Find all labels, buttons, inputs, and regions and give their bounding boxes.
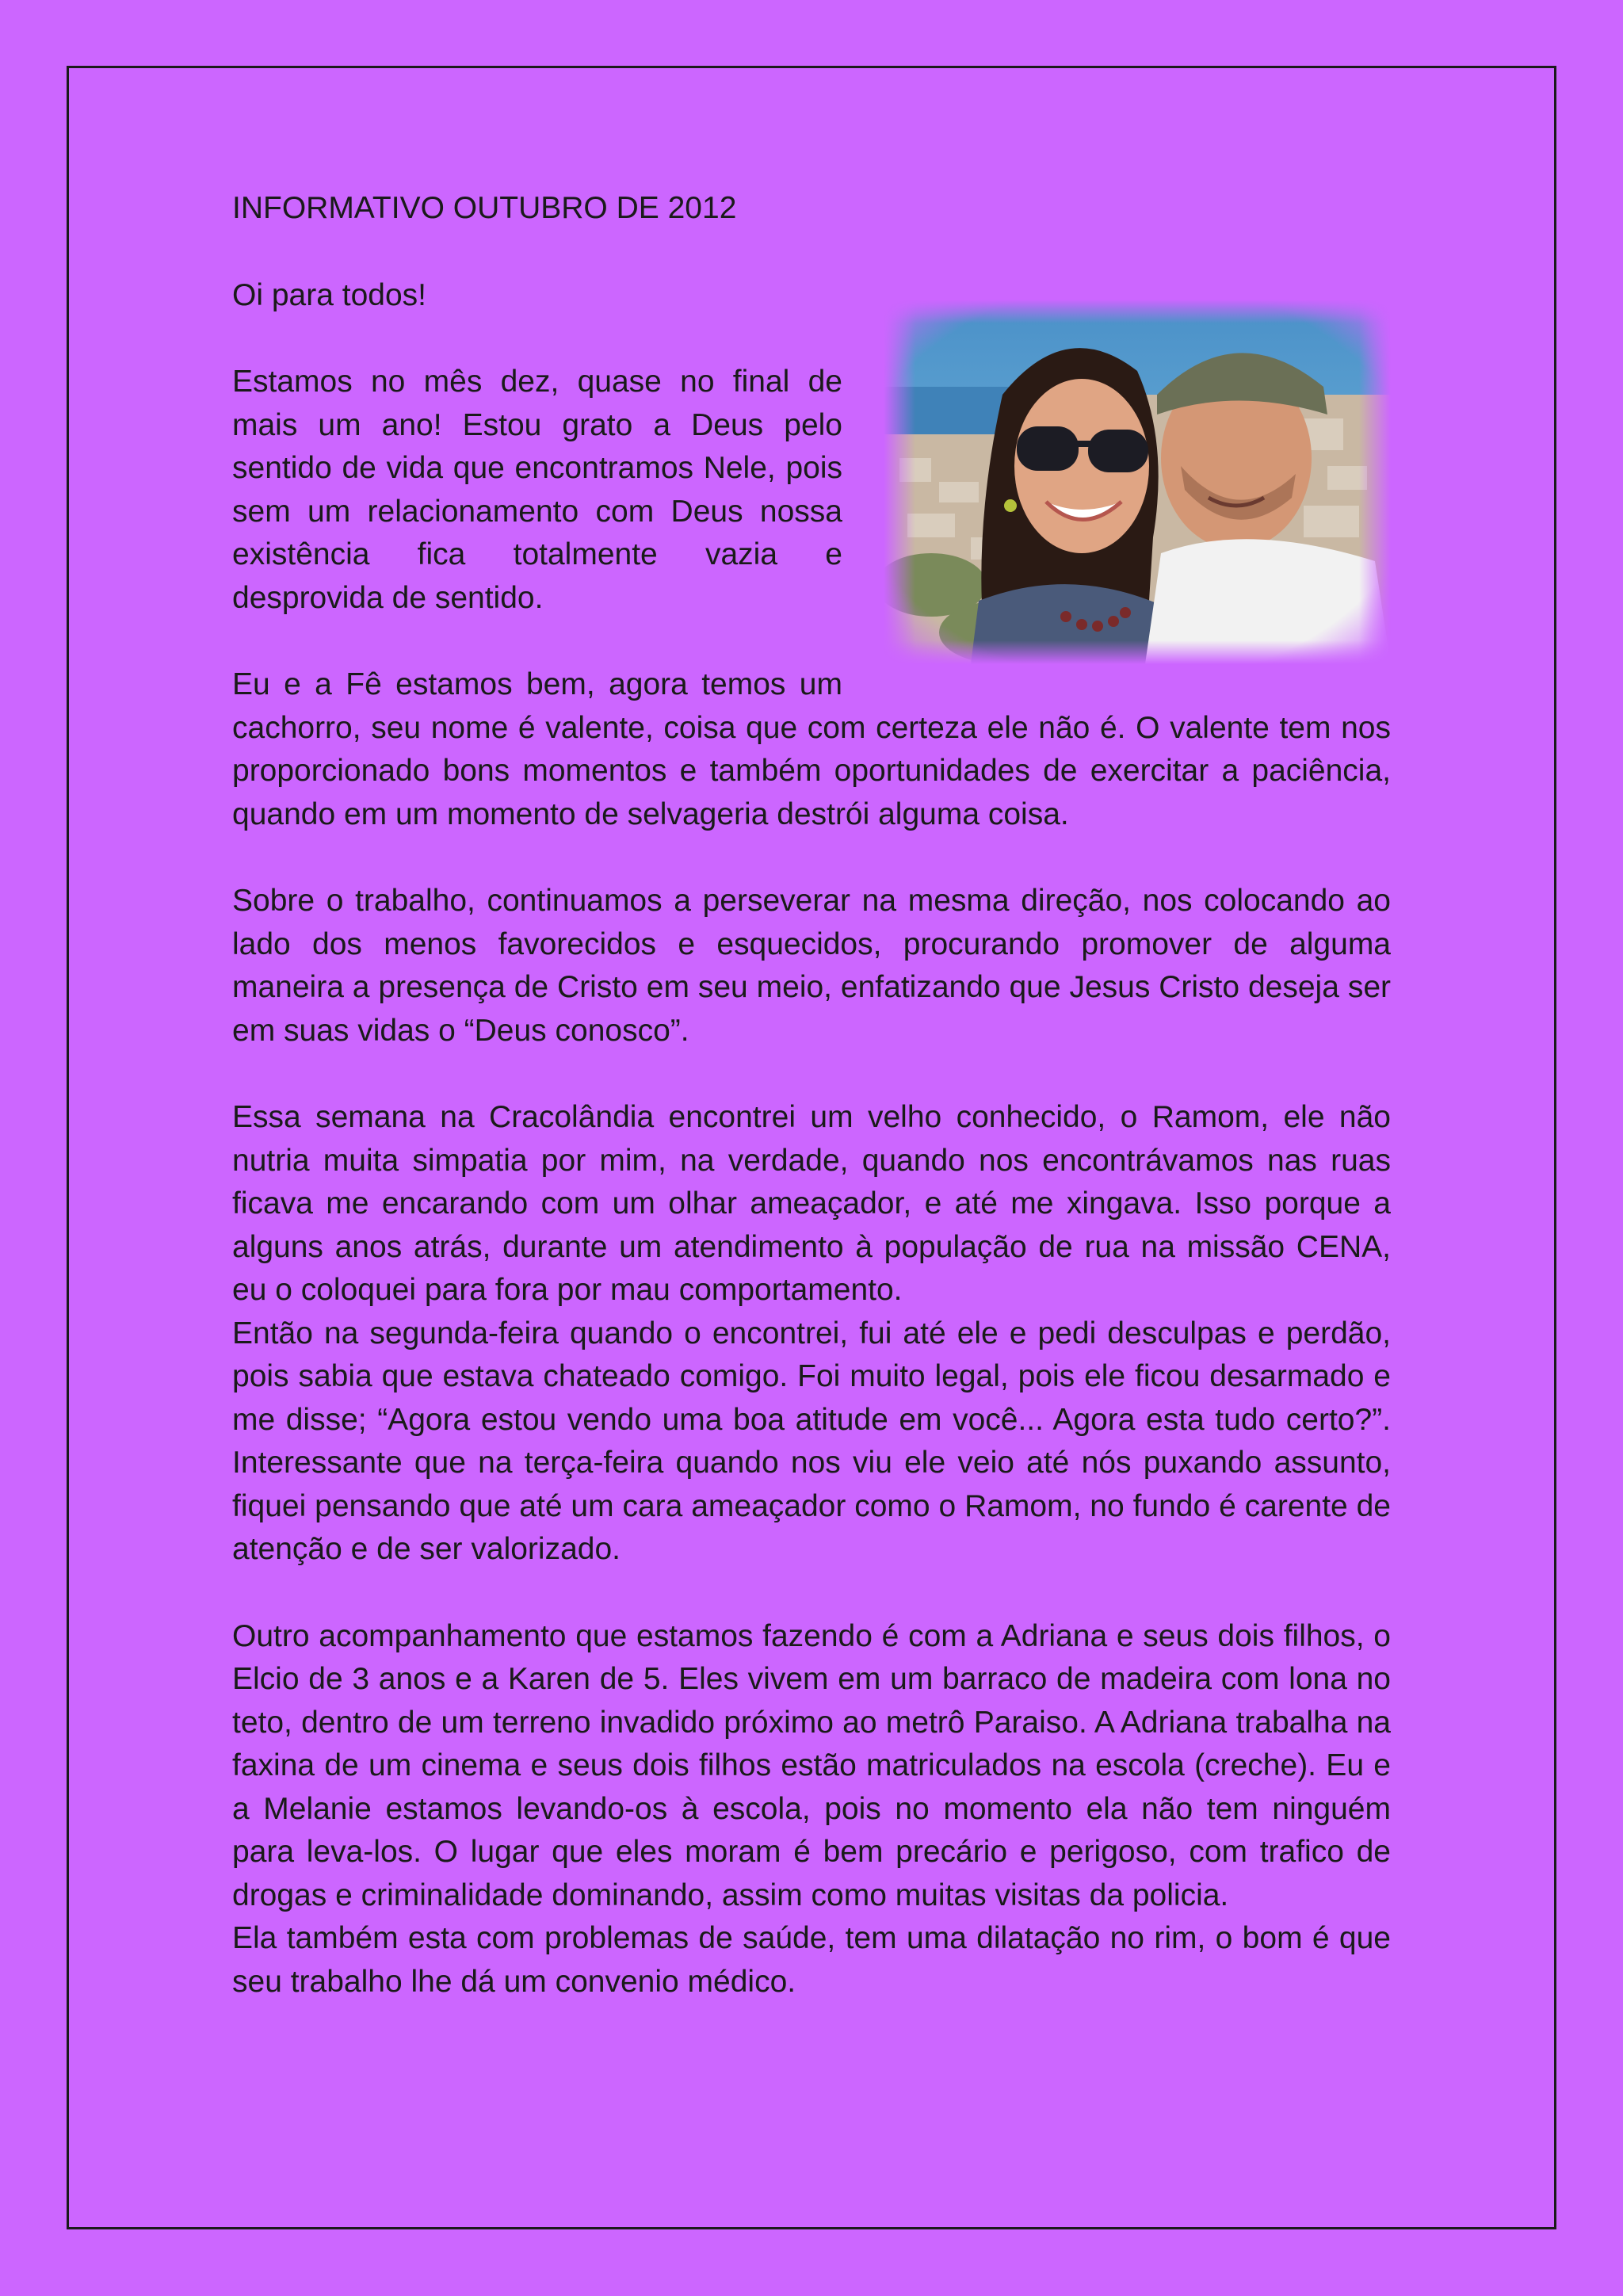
- newsletter-title: INFORMATIVO OUTUBRO DE 2012: [232, 191, 737, 225]
- newsletter-content: [232, 187, 1391, 2047]
- greeting: Oi para todos!: [232, 277, 426, 312]
- paragraph-adriana-health: Ela também esta com problemas de saúde, tem uma dilatação no rim, o bom é que seu trabalho lhe dá um convenio médico.: [232, 1921, 1391, 1999]
- paragraph-adriana: Outro acompanhamento que estamos fazendo é com a Adriana e seus dois filhos, o Elcio de 3 anos e a Karen de 5. Eles vivem em um barraco de madeira com lona no teto, dentro de um terreno invadido próximo ao metrô Paraiso. A Adriana trabalha na faxina de um cinema e seus dois filhos estão matriculados na escola (creche). Eu e a Melanie estamos levando-os à escola, pois no momento ela não tem ninguém para leva-los. O lugar que eles moram é bem precário e perigoso, com trafico de drogas e criminalidade dominando, assim como muitas visitas da policia.: [232, 1618, 1391, 1912]
- paragraph-family: Eu e a Fê estamos bem, agora temos um cachorro, seu nome é valente, coisa que com certeza ele não é. O valente tem nos proporcionado bons momentos e também oportunidades de exercitar a paciência, quando em um momento de selvageria destrói alguma coisa.: [232, 667, 1391, 831]
- couple-photo: [884, 300, 1391, 664]
- paragraph-ramom-apology: Então na segunda-feira quando o encontrei, fui até ele e pedi desculpas e perdão, pois sabia que estava chateado comigo. Foi muito legal, pois ele ficou desarmado e me disse; “Agora estou vendo uma boa atitude em você... Agora esta tudo certo?”. Interessante que na terça-feira quando nos viu ele veio até nós puxando assunto, fiquei pensando que até um cara ameaçador como o Ramom, no fundo é carente de atenção e de ser valorizado.: [232, 1316, 1391, 1566]
- paragraph-intro: Estamos no mês dez, quase no final de mais um ano! Estou grato a Deus pelo sentido de vida que encontramos Nele, pois sem um relacionamento com Deus nossa existência fica totalmente vazia e desprovida de sentido.: [232, 365, 842, 615]
- paragraph-work: Sobre o trabalho, continuamos a perseverar na mesma direção, nos colocando ao lado dos menos favorecidos e esquecidos, procurando promover de alguma maneira a presença de Cristo em seu meio, enfatizando que Jesus Cristo deseja ser em suas vidas o “Deus conosco”.: [232, 884, 1391, 1048]
- paragraph-ramom-story: Essa semana na Cracolândia encontrei um velho conhecido, o Ramom, ele não nutria muita simpatia por mim, na verdade, quando nos encontrávamos nas ruas ficava me encarando com um olhar ameaçador, e até me xingava. Isso porque a alguns anos atrás, durante um atendimento à população de rua na missão CENA, eu o coloquei para fora por mau comportamento.: [232, 1100, 1391, 1307]
- couple-photo-image: [884, 300, 1391, 664]
